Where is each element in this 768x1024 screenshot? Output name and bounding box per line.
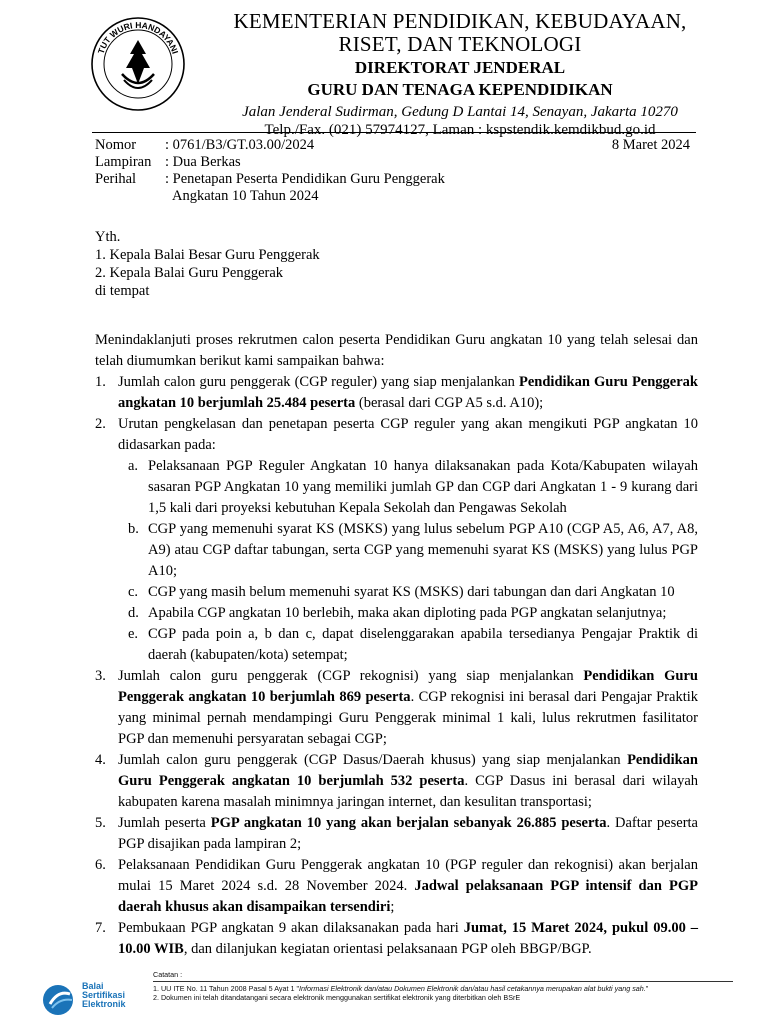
lampiran-label: Lampiran [95,154,152,170]
tut-wuri-handayani-logo [88,14,188,114]
point-list [95,372,698,960]
directorate-subname: GURU DAN TENAGA KEPENDIDIKAN [307,80,613,99]
perihal-label: Perihal [95,171,137,187]
point-2-sublist [118,456,698,666]
footer [38,968,738,1020]
bse-name: Balai Sertifikasi Elektronik [82,981,126,1009]
recipient-1: 1. Kepala Balai Besar Guru Penggerak [95,247,320,263]
point-2c: c. CGP yang masih belum memenuhi syarat KS (MSKS) dari tabungan dan dari Angkatan 10 [128,584,675,600]
note-1: 1. UU ITE No. 11 Tahun 2008 Pasal 5 Ayat 1 "Informasi Elektronik dan/atau Dokumen Elektronik dan/atau hasil cetakannya merupakan alat bukti yang sah." [153,984,649,993]
intro-paragraph: Menindaklanjuti proses rekrutmen calon peserta Pendidikan Guru angkatan 10 yang telah selesai dan telah diumumkan berikut kami sampaikan bahwa: [95,332,698,369]
letterhead-divider [92,132,696,133]
contact-info: Telp./Fax. (021) 57974127, Laman : kspstendik.kemdikbud.go.id [264,122,656,138]
point-2a: a. Pelaksanaan PGP Reguler Angkatan 10 hanya dilaksanakan pada Kota/Kabupaten wilayah sasaran PGP Angkatan 10 yang memiliki jumlah GP dan CGP dari Angkatan 1 - 9 kurang dari 1,5 kali dari proyeksi kebutuhan Kepala Sekolah dan Pengawas Sekolah [128,458,698,516]
recipients [95,228,320,300]
point-2e: e. CGP pada poin a, b dan c, dapat diselenggarakan apabila tersedianya Pengajar Praktik di daerah (kabupaten/kota) setempat; [128,626,698,663]
note-2: 2. Dokumen ini telah ditandatangani secara elektronik menggunakan sertifikat elektronik yang diterbitkan oleh BSrE [153,993,521,1002]
svg-text:TUT WURI HANDAYANI: TUT WURI HANDAYANI [95,19,181,56]
perihal-value: : Penetapan Peserta Pendidikan Guru Penggerak [165,171,445,187]
letterhead [190,10,730,139]
point-7: 7. Pembukaan PGP angkatan 9 akan dilaksanakan pada hari Jumat, 15 Maret 2024, pukul 09.00 – 10.00 WIB, dan dilanjukan kegiatan orientasi pelaksanaan PGP oleh BBGP/BGP. [95,920,698,957]
point-2d: d. Apabila CGP angkatan 10 berlebih, maka akan diploting pada PGP angkatan selanjutnya; [128,605,667,621]
point-3: 3. Jumlah calon guru penggerak (CGP rekognisi) yang siap menjalankan Pendidikan Guru Penggerak angkatan 10 berjumlah 869 peserta. CGP rekognisi ini berasal dari Pengajar Praktik yang minimal pernah mendampingi Guru Penggerak minimal 1 kali, lulus rekrutmen fasilitator PGP dan memenuhi persyaratan sebagai CGP; [95,668,698,747]
letter-body [95,330,698,960]
point-5: 5. Jumlah peserta PGP angkatan 10 yang akan berjalan sebanyak 26.885 peserta. Daftar peserta PGP disajikan pada lampiran 2; [95,815,698,852]
point-2b: b. CGP yang memenuhi syarat KS (MSKS) yang lulus sebelum PGP A10 (CGP A5, A6, A7, A8, A9) atau CGP daftar tabungan, serta CGP yang memenuhi syarat KS (MSKS) yang lulus PGP A10; [128,521,698,579]
yth: Yth. [95,229,121,245]
bse-logo-icon [40,980,80,1020]
ministry-name-2: RISET, DAN TEKNOLOGI [338,32,582,56]
point-4: 4. Jumlah calon guru penggerak (CGP Dasus/Daerah khusus) yang siap menjalankan Pendidikan Guru Penggerak angkatan 10 berjumlah 532 peserta. CGP Dasus ini berasal dari wilayah kabupaten karena masalah minimnya jaringan internet, dan kesulitan transportasi; [95,752,699,810]
lampiran-value: : Dua Berkas [165,154,241,170]
letter-meta [95,137,695,205]
recipient-2: 2. Kepala Balai Guru Penggerak [95,265,284,281]
ministry-name: KEMENTERIAN PENDIDIKAN, KEBUDAYAAN, [233,9,687,33]
perihal-value-2: Angkatan 10 Tahun 2024 [172,188,319,204]
recipient-place: di tempat [95,283,150,299]
office-address: Jalan Jenderal Sudirman, Gedung D Lantai 14, Senayan, Jakarta 10270 [242,104,678,120]
notes-heading: Catatan : [153,970,183,979]
point-2: 2. Urutan pengkelasan dan penetapan peserta CGP reguler yang akan mengikuti PGP angkatan 10 didasarkan pada: a. Pelaksanaan PGP Reguler Angkatan 10 hanya dilaksanakan pada Kota/Kabupaten wilayah sasaran PGP Angkatan 10 yang memiliki jumlah GP dan CGP dari Angkatan 1 - 9 kurang dari 1,5 kali dari proyeksi kebutuhan Kepala Sekolah dan Pengawas Sekolah b. CGP yang memenuhi syarat KS (MSKS) yang lulus sebelum PGP A10 (CGP A5, A6, A7, A8, A9) atau CGP daftar tabungan, serta CGP yang memenuhi syarat KS (MSKS) yang lulus PGP A10; c. CGP yang masih belum memenuhi syarat KS (MSKS) dari tabungan dan dari Angkatan 10 d. Apabila CGP angkatan 10 berlebih, maka akan diploting pada PGP angkatan selanjutnya; e. CGP pada poin a, b dan c, dapat diselenggarakan apabila tersedianya Pengajar Praktik di daerah (kabupaten/kota) setempat; [95,414,698,666]
point-1: 1. Jumlah calon guru penggerak (CGP reguler) yang siap menjalankan Pendidikan Guru Penggerak angkatan 10 berjumlah 25.484 peserta (berasal dari CGP A5 s.d. A10); [95,374,698,411]
nomor-value: : 0761/B3/GT.03.00/2024 [165,137,315,153]
directorate-name: DIREKTORAT JENDERAL [354,58,566,77]
letter-date: 8 Maret 2024 [611,137,690,153]
nomor-label: Nomor [95,137,137,153]
footer-notes [153,970,733,1002]
point-6: 6. Pelaksanaan Pendidikan Guru Penggerak angkatan 10 (PGP reguler dan rekognisi) akan berjalan mulai 15 Maret 2024 s.d. 28 November 2024. Jadwal pelaksanaan PGP intensif dan PGP daerah khusus akan disampaikan tersendiri; [95,857,698,915]
